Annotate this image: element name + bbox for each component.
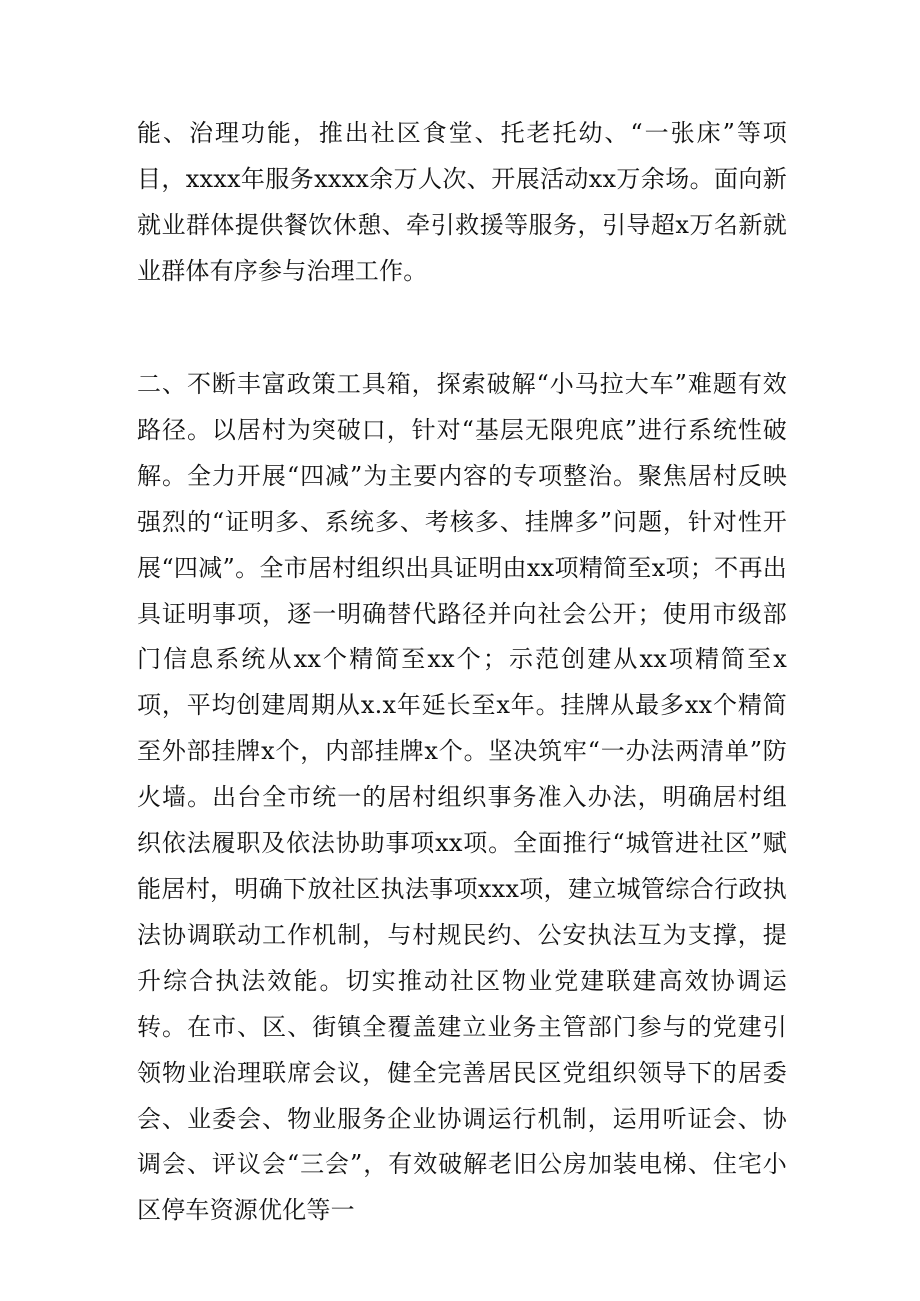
paragraph-section-two: 二、不断丰富政策工具箱，探索破解“小马拉大车”难题有效路径。以居村为突破口，针对“基层无限兜底”进行系统性破解。全力开展“四减”为主要内容的专项整治。聚焦居村反映强烈的“证明多、系统多、考核多、挂牌多”问题，针对性开展“四减”。全市居村组织出具证明由xx项精简至x项；不再出具证明事项，逐一明确替代路径并向社会公开；使用市级部门信息系统从xx个精简至xx个；示范创建从xx项精简至x项，平均创建周期从x.x年延长至x年。挂牌从最多xx个精简至外部挂牌x个，内部挂牌x个。坚决筑牢“一办法两清单”防火墙。出台全市统一的居村组织事务准入办法，明确居村组织依法履职及依法协助事项xx项。全面推行“城管进社区”赋能居村，明确下放社区执法事项xxx项，建立城管综合行政执法协调联动工作机制，与村规民约、公安执法互为支撑，提升综合执法效能。切实推动社区物业党建联建高效协调运转。在市、区、街镇全覆盖建立业务主管部门参与的党建引领物业治理联席会议，健全完善居民区党组织领导下的居委会、业委会、物业服务企业协调运行机制，运用听证会、协调会、评议会“三会”，有效破解老旧公房加装电梯、住宅小区停车资源优化等一 [137, 370, 787, 1225]
paragraph-continuation: 能、治理功能，推出社区食堂、托老托幼、“一张床”等项目，xxxx年服务xxxx余万人次、开展活动xx万余场。面向新就业群体提供餐饮休憩、牵引救援等服务，引导超x万名新就业群体有序参与治理工作。 [137, 119, 787, 285]
